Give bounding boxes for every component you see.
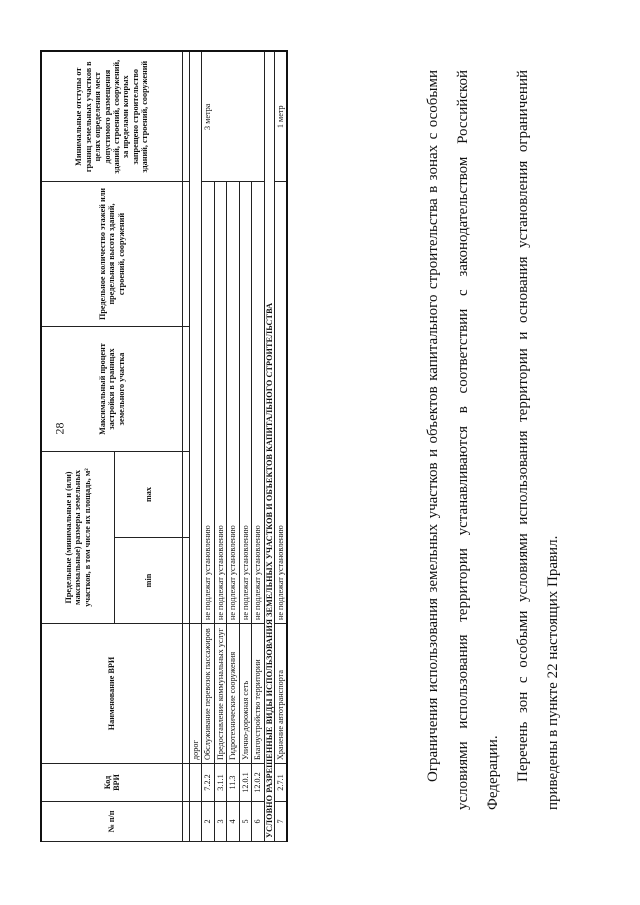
table-row	[274, 52, 287, 842]
paragraph: Перечень зон с особыми условиями использования территории и основания установления ограничений приведены в пункте 22 настоящих Правил.	[515, 70, 561, 810]
row-name: дорог	[190, 624, 202, 764]
row-sizes: не подлежат установлению	[227, 182, 239, 624]
header-floors: Предельное количество этажей или предельная высота зданий, строений, сооружений	[41, 182, 183, 327]
row-name: Хранение автотранспорта	[274, 624, 287, 764]
vri-table	[40, 51, 288, 843]
row-setback: 3 метра	[202, 52, 264, 182]
row-sizes: не подлежат установлению	[274, 182, 287, 624]
table-row	[190, 52, 202, 842]
row-num: 5	[239, 802, 251, 842]
row-name: Гидротехнические сооружения	[227, 624, 239, 764]
section-title: УСЛОВНО РАЗРЕШЕННЫЕ ВИДЫ ИСПОЛЬЗОВАНИЯ ЗЕМЕЛЬНЫХ УЧАСТКОВ И ОБЪЕКТОВ КАПИТАЛЬНОГО СТРОИТЕЛЬСТВА	[264, 52, 274, 842]
row-code: 2.7.1	[274, 764, 287, 802]
row-sizes: не подлежат установлению	[202, 182, 214, 624]
row-code: 11.3	[227, 764, 239, 802]
body-text	[418, 70, 568, 810]
paragraph: Ограничения использования земельных участков и объектов капитального строительства в зонах с особыми условиями использования территории устанавливаются в соответствии с законодательством Российской Федерации.	[425, 70, 501, 810]
table-section-row	[264, 52, 274, 842]
header-max: max	[115, 452, 183, 538]
row-num: 3	[214, 802, 226, 842]
table-row	[183, 52, 190, 842]
header-sizes: Предельные (минимальные и (или) максимальные) размеры земельных участков, в том числе их площадь, м²	[41, 452, 115, 624]
row-code: 12.0.2	[252, 764, 264, 802]
row-num: 4	[227, 802, 239, 842]
header-code: Код ВРИ	[41, 764, 183, 802]
row-name: Улично-дорожная сеть	[239, 624, 251, 764]
table-header-row	[41, 52, 115, 842]
row-code: 7.2.2	[202, 764, 214, 802]
row-setback: 1 метр	[274, 52, 287, 182]
row-code: 3.1.1	[214, 764, 226, 802]
header-percent: Максимальный процент застройки в границах земельного участка	[41, 327, 183, 452]
row-num: 2	[202, 802, 214, 842]
row-name: Предоставление коммунальных услуг	[214, 624, 226, 764]
rotated-landscape-page	[40, 52, 600, 852]
header-num: № п/п	[41, 802, 183, 842]
row-num: 6	[252, 802, 264, 842]
row-num: 7	[274, 802, 287, 842]
row-name: Обслуживание перевозок пассажиров	[202, 624, 214, 764]
header-name: Наименование ВРИ	[41, 624, 183, 764]
page-number: 28	[52, 422, 67, 435]
row-sizes: не подлежат установлению	[252, 182, 264, 624]
table-row	[202, 52, 214, 842]
header-setback: Минимальные отступы от границ земельных участков в целях определения мест допустимого размещения зданий, строений, сооружений, за пределами которых запрещено строительство зданий, строений, сооружений	[41, 52, 183, 182]
header-min: min	[115, 538, 183, 624]
row-sizes: не подлежат установлению	[214, 182, 226, 624]
row-sizes: не подлежат установлению	[239, 182, 251, 624]
row-name: Благоустройство территории	[252, 624, 264, 764]
row-code: 12.0.1	[239, 764, 251, 802]
